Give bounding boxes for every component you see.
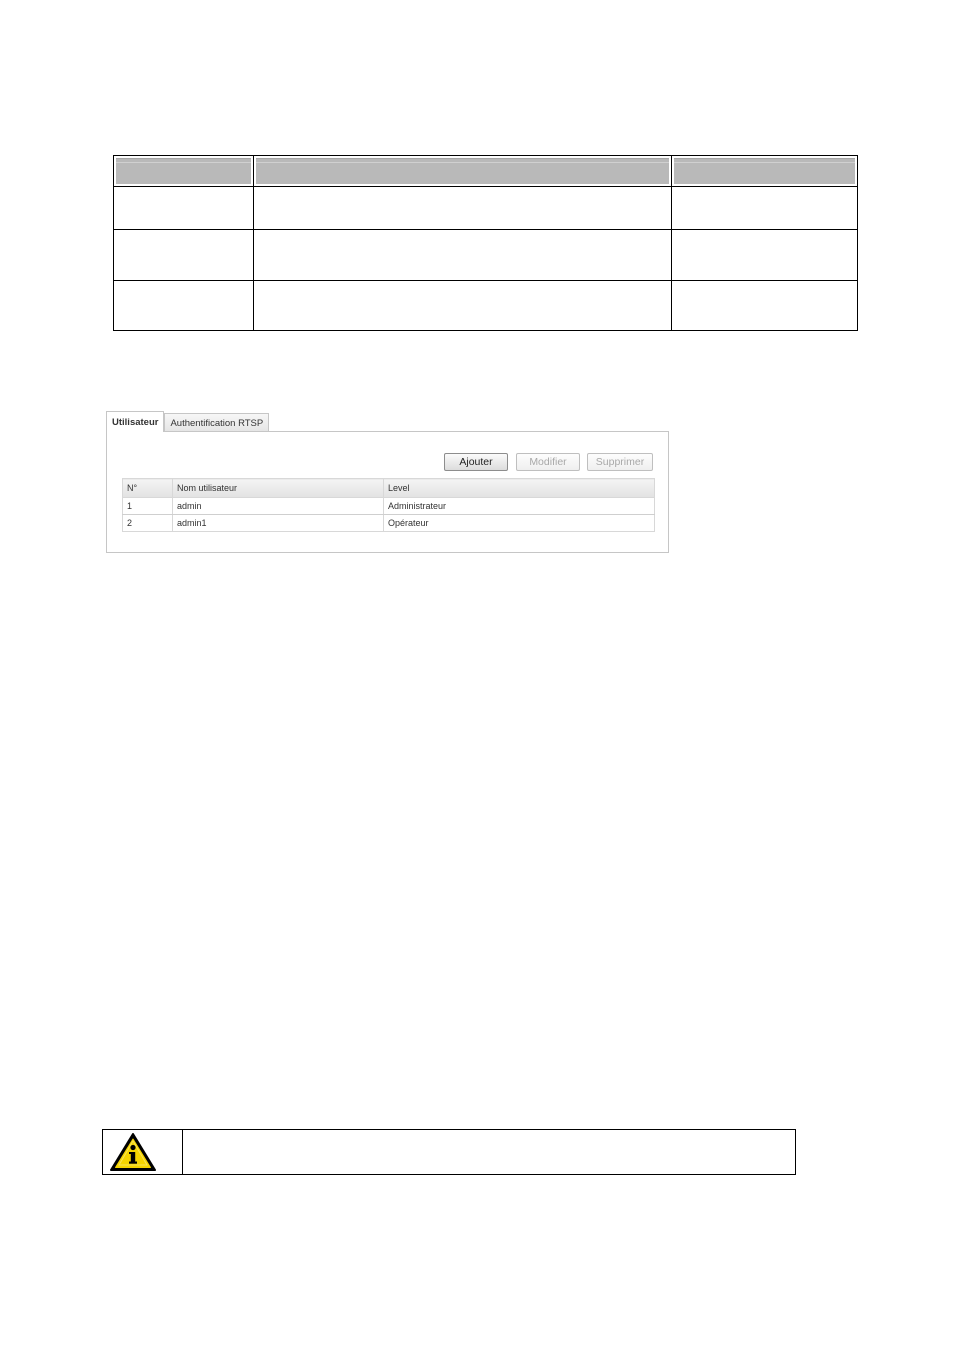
user-table <box>122 478 655 532</box>
note-icon-cell <box>103 1130 183 1174</box>
document-table-cell <box>254 230 672 281</box>
note-text-cell <box>183 1130 795 1174</box>
tab-bar <box>106 411 269 432</box>
cell-number: 2 <box>123 515 173 532</box>
table-row[interactable] <box>123 515 655 532</box>
tab-authentification-rtsp[interactable]: Authentification RTSP <box>164 413 269 432</box>
document-table-cell <box>672 187 858 230</box>
document-table-cell <box>114 281 254 331</box>
user-management-panel <box>106 411 669 553</box>
tab-content <box>106 431 669 553</box>
add-button[interactable]: Ajouter <box>444 453 508 471</box>
document-table-cell <box>114 187 254 230</box>
cell-username: admin <box>173 498 384 515</box>
cell-number: 1 <box>123 498 173 515</box>
table-row[interactable] <box>123 498 655 515</box>
document-table-cell <box>672 281 858 331</box>
column-header-username[interactable]: Nom utilisateur <box>173 479 384 498</box>
document-table-cell <box>114 230 254 281</box>
column-header-number[interactable]: N° <box>123 479 173 498</box>
cell-level: Administrateur <box>384 498 655 515</box>
user-table-header-row <box>123 479 655 498</box>
document-table-header-cell <box>672 156 858 187</box>
tab-utilisateur[interactable]: Utilisateur <box>106 411 164 432</box>
info-warning-icon <box>109 1132 157 1172</box>
cell-level: Opérateur <box>384 515 655 532</box>
delete-button[interactable]: Supprimer <box>587 453 653 471</box>
document-table-row <box>114 281 858 331</box>
document-table-row <box>114 187 858 230</box>
document-table-cell <box>672 230 858 281</box>
document-table-cell <box>254 187 672 230</box>
info-note <box>102 1129 796 1175</box>
edit-button[interactable]: Modifier <box>516 453 580 471</box>
document-table-cell <box>254 281 672 331</box>
document-table-header-cell <box>254 156 672 187</box>
document-table-row <box>114 230 858 281</box>
cell-username: admin1 <box>173 515 384 532</box>
document-table-header-row <box>114 156 858 187</box>
column-header-level[interactable]: Level <box>384 479 655 498</box>
document-table <box>113 155 858 331</box>
document-table-header-cell <box>114 156 254 187</box>
